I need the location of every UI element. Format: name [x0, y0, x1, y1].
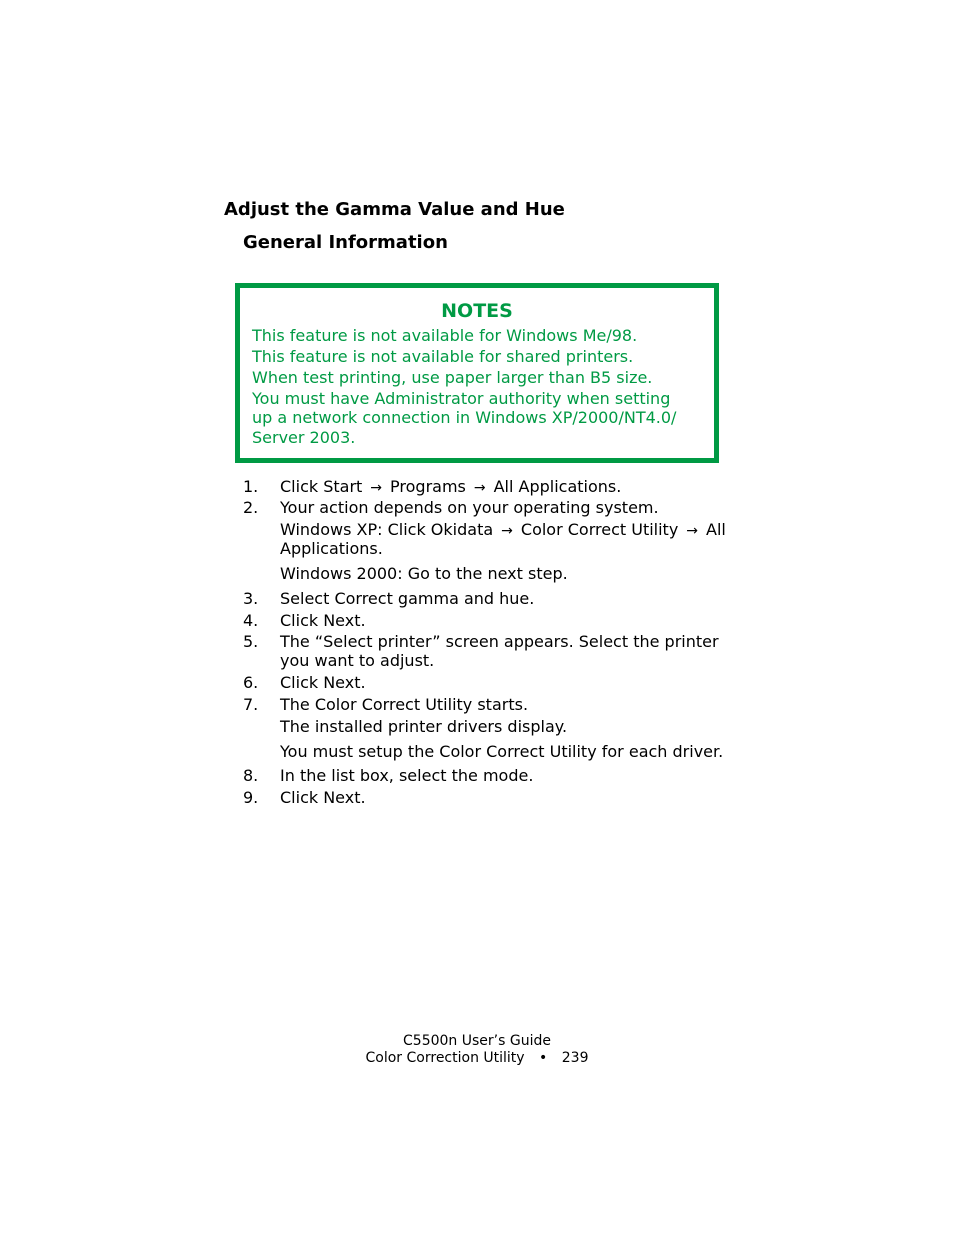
step-text-part: Click Start	[280, 477, 363, 496]
notes-box	[235, 283, 719, 463]
step-number: 5.	[243, 632, 259, 651]
section-heading: Adjust the Gamma Value and Hue	[224, 199, 565, 220]
arrow-right-icon: →	[686, 523, 699, 539]
step-subtext: You must setup the Color Correct Utility for each driver.	[280, 742, 724, 761]
note-line: This feature is not available for shared printers.	[252, 347, 634, 366]
step-text: Click Next.	[280, 611, 366, 630]
arrow-right-icon: →	[501, 523, 513, 539]
step-number: 8.	[243, 766, 259, 785]
step-text-part: Programs	[390, 477, 466, 496]
footer-section-name: Color Correction Utility	[365, 1050, 525, 1066]
step-number: 9.	[243, 788, 259, 807]
footer-section	[0, 1050, 954, 1066]
step-number: 7.	[243, 695, 259, 714]
footer-guide-title: C5500n User’s Guide	[403, 1033, 551, 1049]
step-text: you want to adjust.	[280, 651, 435, 670]
step-text-part: All Applications.	[493, 477, 622, 496]
arrow-right-icon: →	[370, 480, 383, 496]
note-line: When test printing, use paper larger than B5 size.	[252, 368, 653, 387]
step-subtext: The installed printer drivers display.	[280, 717, 568, 736]
bullet-icon: •	[539, 1050, 548, 1066]
step-text: The “Select printer” screen appears. Select the printer	[280, 632, 719, 651]
note-line: up a network connection in Windows XP/2000/NT4.0/	[252, 408, 677, 427]
step-subtext: Windows 2000: Go to the next step.	[280, 564, 568, 583]
step-text-part: Color Correct Utility	[520, 520, 679, 539]
step-text: Select Correct gamma and hue.	[280, 589, 535, 608]
step-number: 4.	[243, 611, 259, 630]
arrow-right-icon: →	[473, 480, 486, 496]
notes-title: NOTES	[441, 300, 513, 322]
note-line: You must have Administrator authority when setting	[252, 389, 671, 408]
step-text: Your action depends on your operating system.	[280, 498, 659, 517]
step-text	[280, 477, 621, 496]
step-text: Click Next.	[280, 788, 366, 807]
step-number: 2.	[243, 498, 259, 517]
step-subtext	[280, 520, 726, 539]
step-number: 1.	[243, 477, 259, 496]
step-subtext: Applications.	[280, 539, 383, 558]
step-text: The Color Correct Utility starts.	[280, 695, 529, 714]
step-text-part: All	[706, 520, 726, 539]
note-line: This feature is not available for Windows Me/98.	[252, 326, 638, 345]
subsection-heading: General Information	[243, 232, 448, 253]
step-number: 6.	[243, 673, 259, 692]
page-number: 239	[561, 1050, 589, 1066]
step-number: 3.	[243, 589, 259, 608]
note-line: Server 2003.	[252, 428, 356, 447]
step-text: In the list box, select the mode.	[280, 766, 534, 785]
step-text-part: Windows XP: Click Okidata	[280, 520, 494, 539]
step-text: Click Next.	[280, 673, 366, 692]
